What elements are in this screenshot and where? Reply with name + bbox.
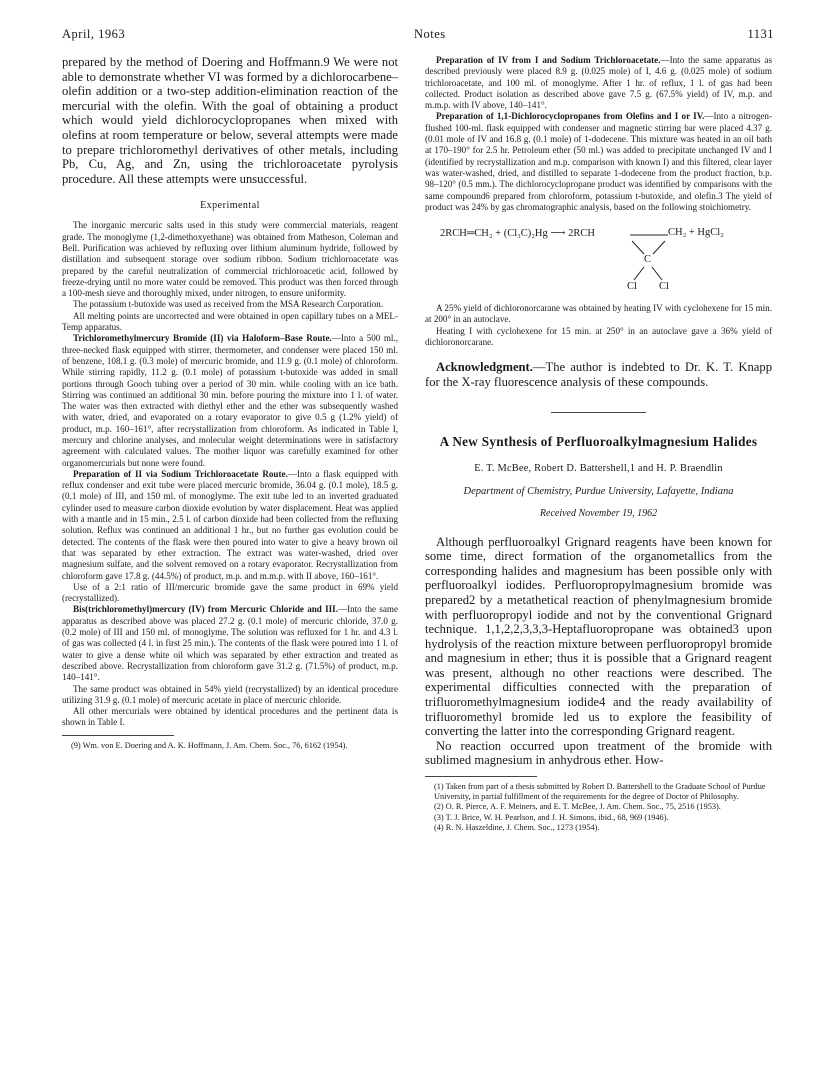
butoxide-paragraph: The potassium t-butoxide was used as received from the MSA Research Corporation. bbox=[73, 299, 384, 310]
reaction-equation bbox=[425, 227, 772, 297]
experimental-heading: Experimental bbox=[200, 200, 260, 212]
footnote-rule bbox=[62, 735, 174, 736]
equation-reactants: 2RCH═CH₂ + (Cl₃C)₂Hg ⟶ 2RCH bbox=[440, 228, 595, 240]
procedure-body: —Into a flask equipped with reflux condenser and exit tube were placed mercuric bromide, 36.04 g. (0.1 mole), 18.5 g. (0.1 mole) of III, and 150 ml. of monoglyme. The exit tube led to an inverted graduated cylinder used to measure carbon dioxide evolution by water displacement. Heat was applied with a mantle and in 15 min., 2.5 l. of carbon dioxide had been collected from the refluxing solution. Reflux was continued an additional 1 hr., but no further gas evolution could be detected. The contents of the flask were then poured into water to give a heavy brown oil that was separated by ether extraction. The extract was water-washed, dried over magnesium sulfate, and the solvent removed on a rotary evaporator. Recrystallization from chloroform gave 17.8 g. (44.5%) of product, m.p. and m.m.p. with II above, 160–161°. bbox=[62, 468, 398, 581]
chlorine-1: Cl bbox=[627, 281, 637, 293]
procedure-body: —Into the same apparatus as described previously were placed 8.9 g. (0.025 mole) of I, 4.6 g. (0.025 mole) of sodium trichloroacetate, and 100 ml. of monoglyme. After 1 hr. of reflux, 1 l. of gas had been collected. Product isolation as described above gave 7.5 g. (67.5% yield) of IV, m.p. and m.m.p. with IV above, 140–141°. bbox=[425, 55, 772, 111]
ring-carbon: C bbox=[644, 254, 652, 266]
materials-paragraph: The inorganic mercuric salts used in this study were commercial materials, reagent grade. The monoglyme (1,2-dimethoxyethane) was obtained from Matheson, Coleman and Bell. Purification was achieved by refluxing over lithium aluminum hydride, followed by distillation and subsequent storage over sodium ribbon. Sodium trichloroacetate was prepared by the careful neutralization of commercial trichloroacetic acid, followed by freeze-drying until no more water could be removed. This product was then forced through a 100-mesh sieve and thoroughly mixed, under nitrogen, to ensure uniformity. bbox=[62, 220, 398, 299]
page-number: 1131 bbox=[747, 27, 774, 41]
procedure-heading: Bis(trichloromethyl)mercury (IV) from Mercuric Chloride and III. bbox=[73, 604, 338, 615]
ratio-paragraph: Use of a 2:1 ratio of III/mercuric bromide gave the same product in 69% yield (recrystallized). bbox=[62, 581, 398, 604]
footnote-1: (1) Taken from part of a thesis submitted by Robert D. Battershell to the Graduate School of Purdue University, in partial fulfillment of the requirements for the degree of Doctor of Philosophy. bbox=[434, 782, 766, 802]
acetate-paragraph: The same product was obtained in 54% yield (recrystallized) by an identical procedure utilizing 31.9 g. (0.1 mole) of mercuric acetate in place of mercuric chloride. bbox=[62, 683, 398, 705]
footnote-4: (4) R. N. Haszeldine, J. Chem. Soc., 1273 (1954). bbox=[434, 822, 600, 832]
header-section: Notes bbox=[414, 27, 446, 41]
procedure-heading: Preparation of II via Sodium Trichloroacetate Route. bbox=[73, 468, 288, 479]
intro-paragraph: prepared by the method of Doering and Hoffmann.9 We were not able to demonstrate whether VI was formed by a dichlorocarbene–olefin addition or a two-step addition-elimination reaction of the mercurial with the olefin. With the goal of obtaining a product which would yield dichlorocyclopropanes when mixed with olefins at room temperature or below, several attempts were made to prepare trichloromethyl derivatives of other metals, including Pb, Cu, Ag, and Zn, using the trichloroacetate pyrolysis procedure. All these attempts were unsuccessful. bbox=[62, 55, 398, 186]
footnotes-right bbox=[425, 782, 772, 833]
article-body-paragraph: Although perfluoroalkyl Grignard reagents have been known for some time, direct formation of the organometallics from the corresponding halides and magnesium has been possible only with perfluoroalkyl iodides. Perfluoropropylmagnesium bromide was prepared2 by a metathetical reaction of phenylmagnesium bromide with perfluoropropyl iodide and not by the conventional Grignard technique. 1,1,2,2,3,3,3-Heptafluoropropane was obtained3 upon hydrolysis of the reaction mixture between perfluoropropyl bromide and magnesium in ether; thus it is possible that a Grignard reagent was present, although no other reactions were described. The experimental difficulties connected with the preparation of trifluoromethylmagnesium iodide4 and the ready availability of trifluoromethyl bromide led us to explore the feasibility of converting the latter into the corresponding Grignard reagent. bbox=[425, 534, 772, 739]
norcarane-paragraph-2: Heating I with cyclohexene for 15 min. at 250° in an autoclave gave a 36% yield of dichloronorcarane. bbox=[425, 325, 772, 348]
header-date: April, 1963 bbox=[62, 27, 126, 41]
procedure-haloform bbox=[62, 333, 398, 469]
procedure-heading: Preparation of 1,1-Dichlorocyclopropanes from Olefins and I or IV. bbox=[436, 111, 705, 122]
running-header bbox=[62, 27, 774, 43]
cyclopropane-ring-bonds bbox=[425, 227, 772, 297]
article-authors: E. T. McBee, Robert D. Battershell,1 and H. P. Braendlin bbox=[474, 462, 723, 474]
acknowledgment-body: —The author is indebted to Dr. K. T. Knapp for the X-ray fluorescence analysis of these compounds. bbox=[425, 360, 772, 389]
footnotes-left bbox=[62, 741, 398, 751]
right-column bbox=[425, 55, 772, 833]
procedure-cyclopropanes bbox=[425, 111, 772, 213]
procedure-iv-from-i bbox=[425, 55, 772, 111]
article-body-paragraph-2: No reaction occurred upon treatment of the bromide with sublimed magnesium in anhydrous ether. How- bbox=[425, 738, 772, 768]
footnote-9: (9) Wm. von E. Doering and A. K. Hoffmann, J. Am. Chem. Soc., 76, 6162 (1954). bbox=[71, 740, 348, 750]
acknowledgment bbox=[425, 360, 772, 389]
footnote-rule bbox=[425, 776, 537, 777]
procedure-body: —Into a nitrogen-flushed 100-ml. flask equipped with condenser and magnetic stirring bar were placed 4.37 g. (0.01 mole of IV and 16.8 g. (0.1 mole) of 1-dodecene. This mixture was heated in an oil bath at 170–190° for 2.5 hr. Petroleum ether (50 ml.) was added to precipitate unchanged IV and I (identified by recrystallization and m.p. comparison with known I) and this filtered, clear layer was water-washed, dried, and distilled to separate 1-dodecene from the product fraction, b.p. 98–120° (0.5 mm.). The dichlorocyclopropane product was identified by comparisons with the same compound6 prepared from chloroform, potassium t-butoxide, and olefin.3 The yield of product was 24% by gas chromatographic analysis, based on the following stoichiometry. bbox=[425, 111, 772, 212]
footnote-3: (3) T. J. Brice, W. H. Pearlson, and J. H. Simons, ibid., 68, 969 (1946). bbox=[434, 812, 669, 822]
article-affiliation: Department of Chemistry, Purdue University, Lafayette, Indiana bbox=[463, 485, 734, 497]
procedure-heading: Trichloromethylmercury Bromide (II) via Haloform–Base Route. bbox=[73, 333, 332, 344]
procedure-bis bbox=[62, 604, 398, 683]
article-separator bbox=[551, 412, 646, 413]
procedure-trichloroacetate bbox=[62, 469, 398, 582]
other-mercurials-paragraph: All other mercurials were obtained by identical procedures and the pertinent data is shown in Table I. bbox=[62, 706, 398, 728]
procedure-heading: Preparation of IV from I and Sodium Trichloroacetate. bbox=[436, 55, 661, 65]
norcarane-paragraph-1: A 25% yield of dichloronorcarane was obtained by heating IV with cyclohexene for 15 min. at 200° in an autoclave. bbox=[425, 303, 772, 325]
article-title: A New Synthesis of Perfluoroalkylmagnesium Halides bbox=[439, 433, 758, 449]
acknowledgment-heading: Acknowledgment. bbox=[436, 360, 533, 375]
procedure-body: —Into the same apparatus as described above was placed 27.2 g. (0.1 mole) of mercuric chloride, 37.0 g. (0.2 mole) of III and 150 ml. of monoglyme. The solution was refluxed for 1 hr. and 4.3 l. of gas was collected (4 l. in first 25 min.). The contents of the flask were poured into 1 l. of water to give a dense white oil which was separated by ether extraction and treated as described above. Recrystallization from chloroform gave 31.2 g. (71.5%) of product, m.p. 140–141°. bbox=[62, 604, 398, 683]
equation-products: CH₂ + HgCl₂ bbox=[668, 227, 724, 239]
footnote-2: (2) O. R. Pierce, A. F. Meiners, and E. T. McBee, J. Am. Chem. Soc., 75, 2516 (1953). bbox=[434, 802, 721, 812]
procedure-body: —Into a 500 ml., three-necked flask equipped with stirrer, thermometer, and condenser were placed 150 ml. of benzene, 108.1 g. (0.3 mole) of mercuric bromide, and 11.9 g. (0.1 mole) of chloroform. While stirring rapidly, 11.2 g. (0.1 mole) of potassium t-butoxide was added in small portions through Gooch tubing over a period of 30 min. while cooling with an ice bath. Stirring was continued an additional 30 min. before pouring the mixture into 1 l. of water. The water was then extracted with diethyl ether and the ether was subsequently washed with water, dried, and evaporated on a rotary evaporator to give 0.5 g (1.2% yield) of product, m.p. 160–161°, after recrystallization from chloroform. As indicated in Table I, mercury and chlorine analyses, and molecular weight determinations were in satisfactory agreement with calculated values. The mother liquor was carefully examined for other organomercurials but none were found. bbox=[62, 333, 398, 468]
chlorine-2: Cl bbox=[659, 281, 669, 293]
melting-points-paragraph: All melting points are uncorrected and were obtained in open capillary tubes on a MEL-Temp apparatus. bbox=[62, 310, 398, 333]
left-column bbox=[62, 55, 398, 751]
received-date: Received November 19, 1962 bbox=[539, 507, 658, 519]
